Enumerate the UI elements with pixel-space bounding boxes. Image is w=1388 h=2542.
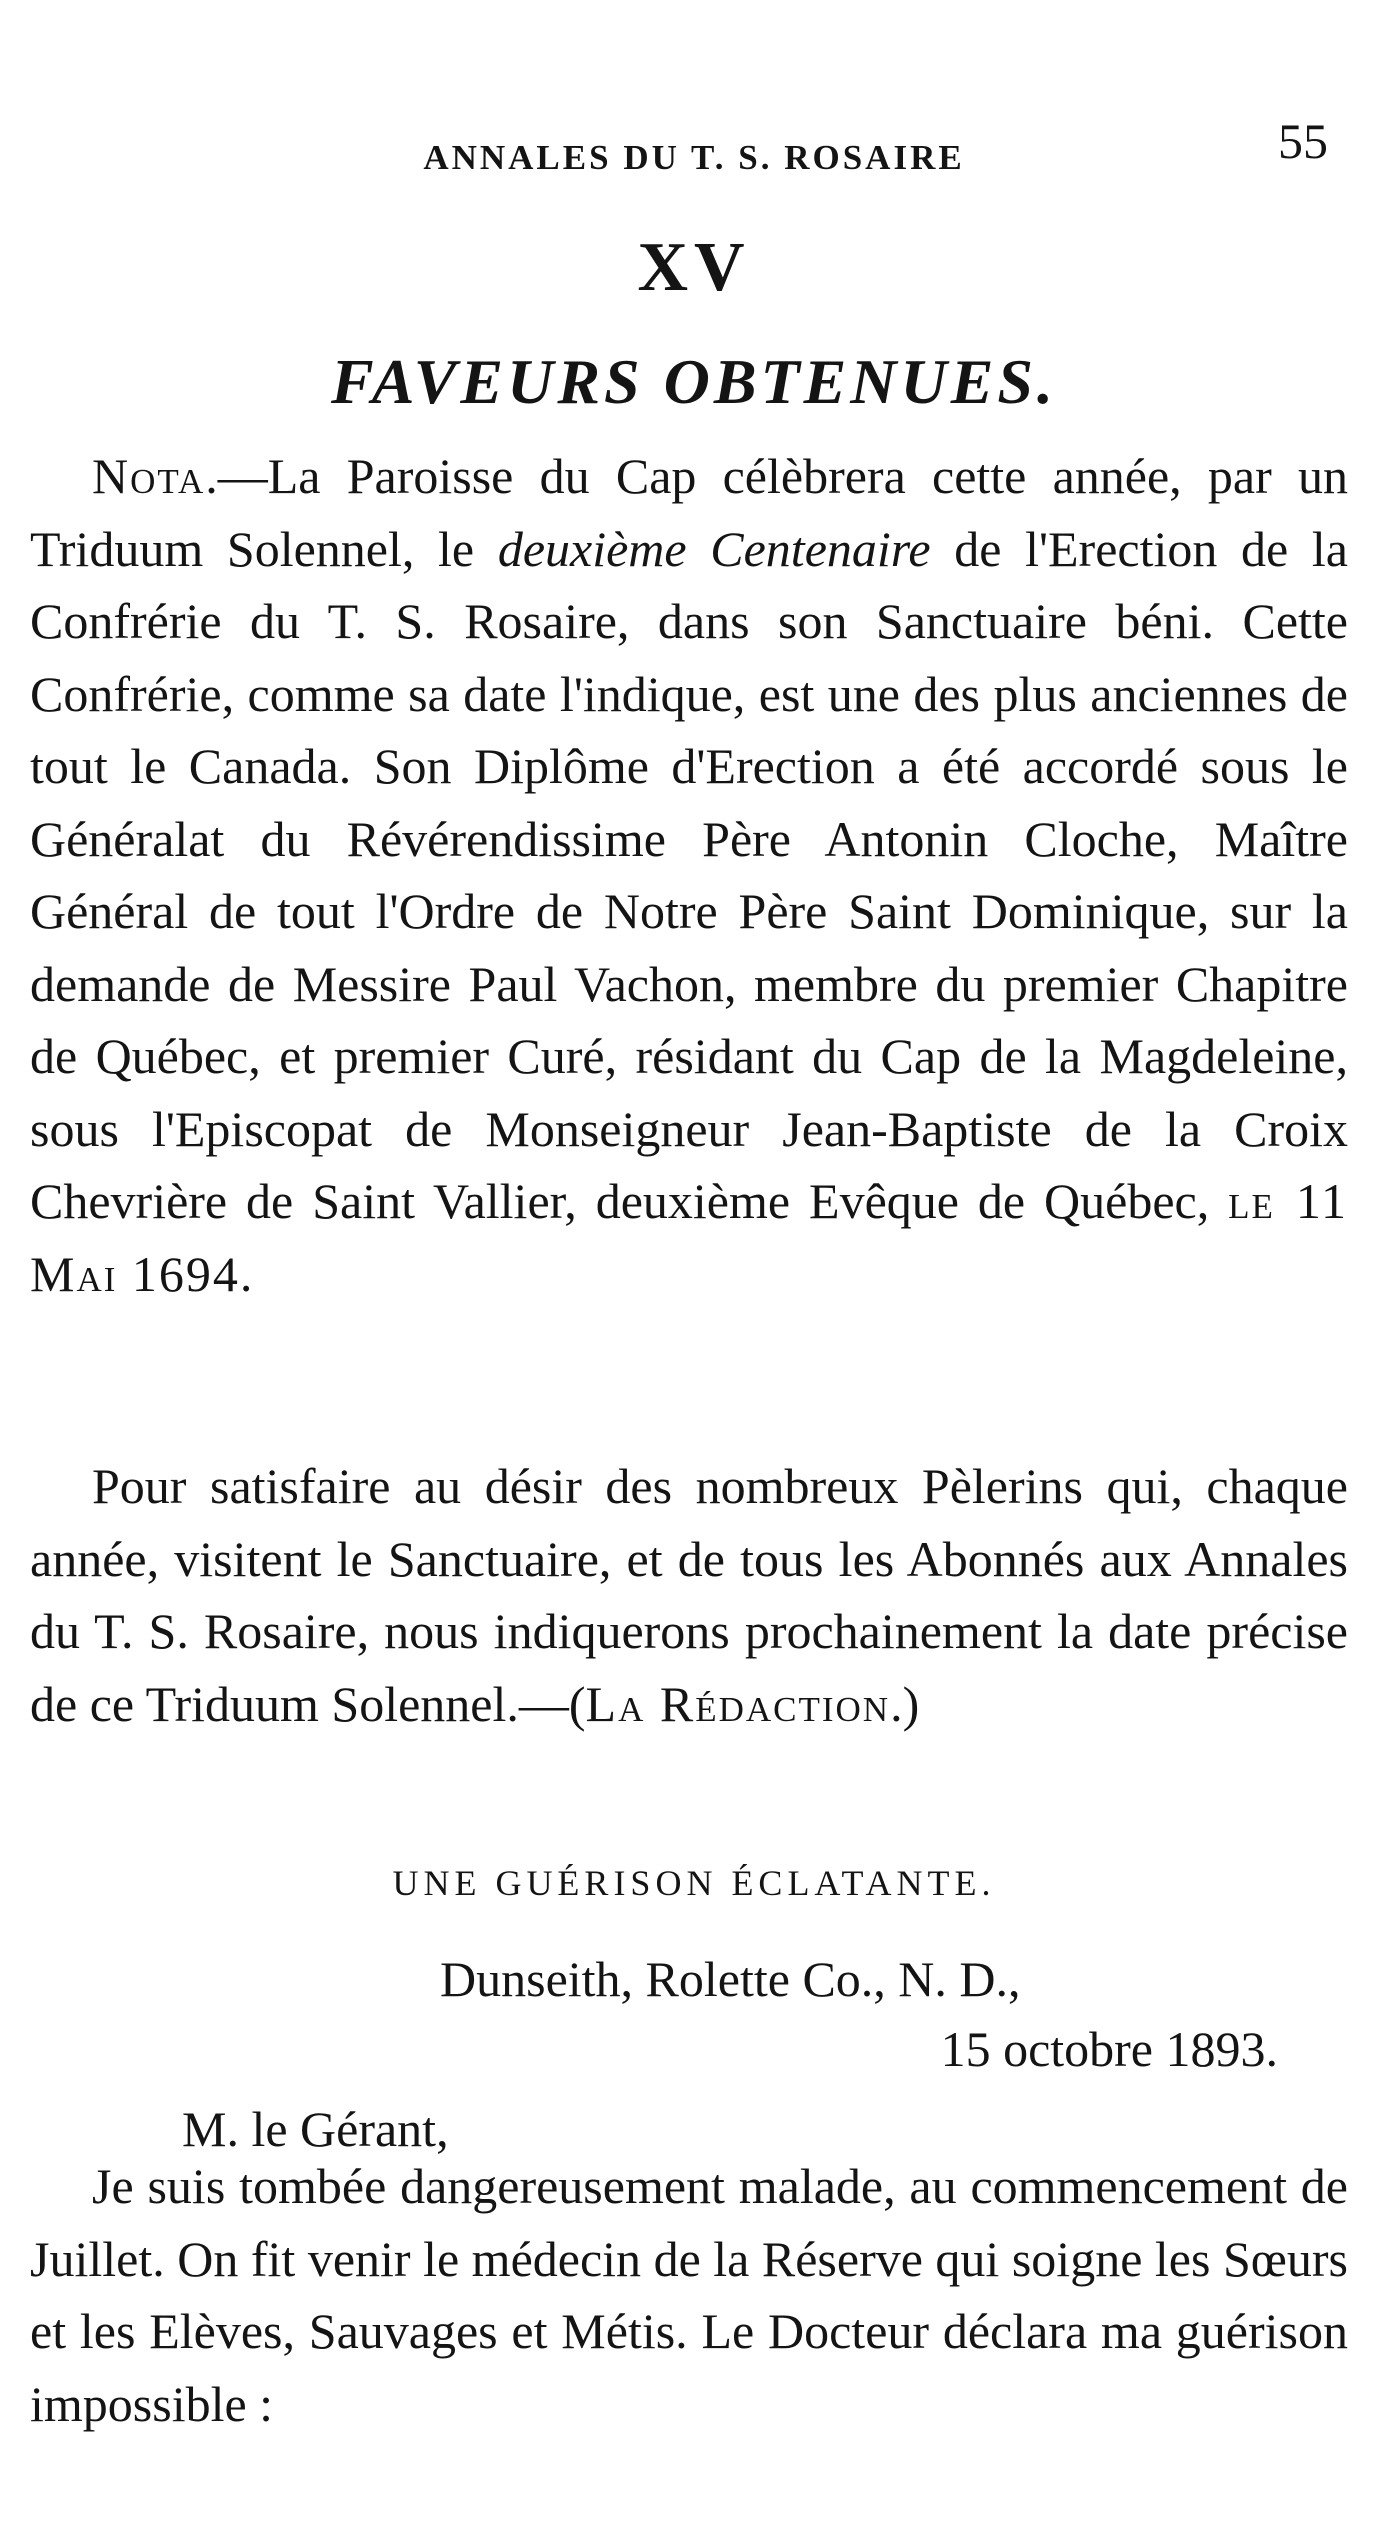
- announcement-paragraph: [30, 1450, 1348, 1740]
- announcement-text: Pour satisfaire au désir des nombreux Pèlerins qui, chaque année, visitent le Sanctuaire, et de tous les Abonnés aux Annales du T. S. Rosaire, nous indiquerons prochainement la date précise de ce Triduum Solennel.—(: [30, 1458, 1348, 1732]
- nota-text-b: de l'Erection de la Confrérie du T. S. Rosaire, dans son Sanctuaire béni. Cette Confrérie, comme sa date l'indique, est une des plus anciennes de tout le Canada. Son Diplôme d'Erection a été accordé sous le Généralat du Révérendissime Père Antonin Cloche, Maître Général de tout l'Ordre de Notre Père Saint Dominique, sur la demande de Messire Paul Vachon, membre du premier Chapitre de Québec, et premier Curé, résidant du Cap de la Magdeleine, sous l'Episcopat de Monseigneur Jean-Baptiste de la Croix Chevrière de Saint Vallier, deuxième Evêque de Québec,: [30, 520, 1349, 1229]
- nota-label: Nota: [92, 448, 206, 504]
- section-title: FAVEURS OBTENUES.: [330, 346, 1058, 417]
- letter-body: Je suis tombée dangereusement malade, au commencement de Juillet. On fit venir le médecin de la Réserve qui soigne les Sœurs et les Elèves, Sauvages et Métis. Le Docteur déclara ma guérison impossible :: [30, 2158, 1348, 2432]
- announcement-closing: .): [890, 1675, 920, 1732]
- page-number: 55: [1278, 113, 1328, 169]
- letter-place: Dunseith, Rolette Co., N. D.,: [440, 1951, 1021, 2007]
- nota-date: le 11 Mai 1694.: [30, 1173, 1348, 1302]
- running-title: ANNALES DU T. S. ROSAIRE: [423, 138, 965, 177]
- letter-date: 15 octobre 1893.: [940, 2021, 1278, 2077]
- redaction-signature: La Rédaction: [585, 1675, 891, 1732]
- letter-salutation: M. le Gérant,: [182, 2101, 449, 2157]
- letter-subheading: UNE GUÉRISON ÉCLATANTE.: [392, 1863, 996, 1903]
- nota-paragraph: [30, 440, 1348, 1310]
- nota-italic-phrase: deuxième Centenaire: [497, 520, 931, 577]
- section-number: XV: [637, 229, 751, 306]
- nota-text-a: .—La Paroisse du Cap célèbrera cette année, par un Triduum Solennel, le: [30, 448, 1348, 577]
